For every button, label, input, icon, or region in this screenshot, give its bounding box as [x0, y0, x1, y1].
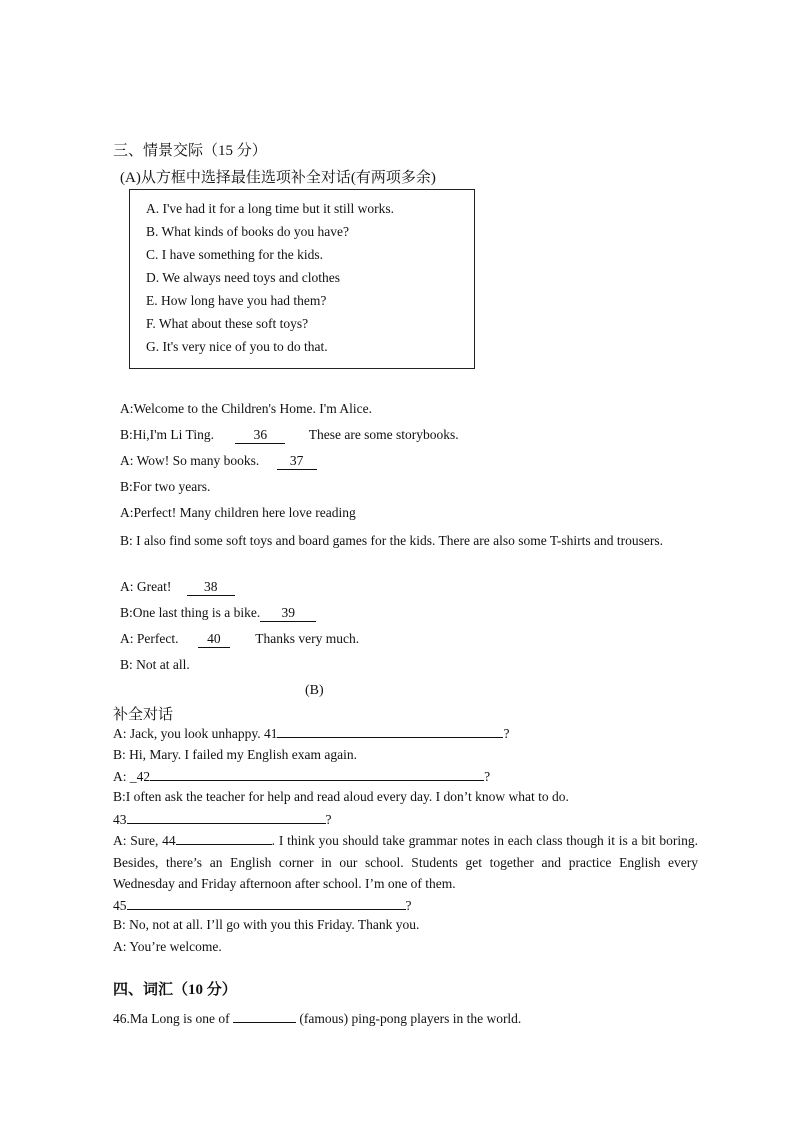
dialog-a-line-5: A:Perfect! Many children here love reading — [120, 505, 356, 520]
option-f: F. What about these soft toys? — [146, 316, 309, 331]
option-g: G. It's very nice of you to do that. — [146, 339, 328, 354]
dialog-b-line-3-end: ? — [484, 769, 491, 784]
blank-39[interactable]: 39 — [260, 605, 316, 622]
option-e: E. How long have you had them? — [146, 293, 327, 308]
dialog-a-line-2 — [120, 427, 459, 444]
dialog-b-line-1 — [113, 725, 509, 742]
blank-41[interactable] — [277, 725, 503, 738]
blank-36[interactable]: 36 — [235, 427, 285, 444]
dialog-a-line-6: B: I also find some soft toys and board games for the kids. There are also some T-shirts and trousers. — [120, 533, 664, 548]
dialog-b-line-6-pre: A: Sure, 44 — [113, 833, 176, 848]
dialog-b-line-3 — [113, 768, 490, 785]
dialog-a-line-8 — [120, 605, 316, 622]
dialog-b-line-5 — [113, 811, 332, 828]
dialog-b-line-4: B:I often ask the teacher for help and read aloud every day. I don’t know what to do. — [113, 789, 569, 804]
dialog-b-line-6 — [113, 830, 698, 895]
dialog-a-line-9-post: Thanks very much. — [255, 631, 360, 646]
blank-40[interactable]: 40 — [198, 631, 230, 648]
dialog-b-line-9: A: You’re welcome. — [113, 939, 222, 954]
dialog-b-line-5-end: ? — [325, 812, 332, 827]
option-b: B. What kinds of books do you have? — [146, 224, 349, 239]
question-46-pre: 46.Ma Long is one of — [113, 1011, 230, 1026]
part-b-label: (B) — [305, 683, 324, 698]
dialog-b-line-7-pre: 45 — [113, 898, 127, 913]
blank-42[interactable] — [150, 768, 484, 781]
dialog-b-line-2: B: Hi, Mary. I failed my English exam again. — [113, 747, 357, 762]
dialog-a-line-3 — [120, 453, 317, 470]
section-4-title: 四、词汇（10 分） — [113, 982, 237, 998]
question-46 — [113, 1010, 521, 1027]
option-d: D. We always need toys and clothes — [146, 270, 340, 285]
option-a: A. I've had it for a long time but it still works. — [146, 201, 395, 216]
option-c: C. I have something for the kids. — [146, 247, 323, 262]
blank-37[interactable]: 37 — [277, 453, 317, 470]
dialog-a-line-2-post: These are some storybooks. — [308, 427, 459, 442]
dialog-b-line-1-pre: A: Jack, you look unhappy. 41 — [113, 726, 278, 741]
dialog-a-line-10: B: Not at all. — [120, 657, 190, 672]
dialog-a-line-8-pre: B:One last thing is a bike. — [120, 605, 261, 620]
question-46-post: (famous) ping-pong players in the world. — [299, 1011, 522, 1026]
dialog-b-line-8: B: No, not at all. I’ll go with you this Friday. Thank you. — [113, 917, 420, 932]
blank-44[interactable] — [176, 832, 272, 845]
dialog-b-line-7 — [113, 897, 412, 914]
dialog-b-line-7-end: ? — [405, 898, 412, 913]
dialog-b-line-3-pre: A: _42 — [113, 769, 151, 784]
dialog-a-line-9-pre: A: Perfect. — [120, 631, 179, 646]
blank-46[interactable] — [233, 1010, 296, 1023]
blank-38[interactable]: 38 — [187, 579, 235, 596]
dialog-a-line-3-pre: A: Wow! So many books. — [120, 453, 260, 468]
dialog-a-line-9 — [120, 631, 359, 648]
dialog-b-line-5-pre: 43 — [113, 812, 127, 827]
dialog-a-line-7-pre: A: Great! — [120, 579, 172, 594]
blank-45[interactable] — [127, 897, 406, 910]
section-3-title: 三、情景交际（15 分） — [113, 143, 267, 159]
blank-43[interactable] — [127, 811, 326, 824]
dialog-b-line-6-rest: . I think you should take grammar notes in each class though it is a bit boring. Besides, there’s an English corner in our school. Students get together and practice English every Wednesday and Friday afternoon after school. I’m one of them. — [113, 833, 698, 891]
dialog-a-line-2-pre: B:Hi,I'm Li Ting. — [120, 427, 214, 442]
dialog-a-line-4: B:For two years. — [120, 479, 211, 494]
dialog-b-line-1-end: ? — [503, 726, 510, 741]
dialog-a-line-7 — [120, 579, 235, 596]
dialog-a-line-1: A:Welcome to the Children's Home. I'm Alice. — [120, 401, 372, 416]
part-a-title: (A)从方框中选择最佳选项补全对话(有两项多余) — [120, 170, 436, 186]
part-b-title: 补全对话 — [113, 707, 174, 723]
